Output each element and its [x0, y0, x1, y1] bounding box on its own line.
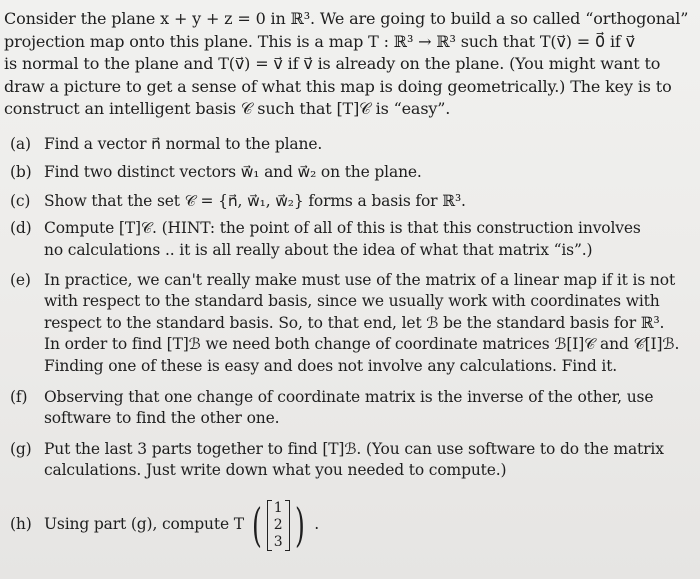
- part-label: (h): [10, 515, 32, 534]
- part-text: Using part (g), compute T: [44, 515, 244, 534]
- vector-entry: 1: [273, 499, 283, 516]
- part-text: Compute [T]𝒞. (HINT: the point of all of this is that this construction involves: [44, 219, 641, 238]
- intro-line: projection map onto this plane. This is a map T : ℝ³ → ℝ³ such that T(v⃗) = 0⃗ if v⃗: [4, 31, 635, 51]
- part-label: (e): [10, 271, 31, 290]
- part-text: In order to find [T]ℬ we need both change of coordinate matrices ℬ[I]𝒞 and 𝒞[I]ℬ.: [44, 335, 680, 354]
- problem-parts: [10, 134, 692, 551]
- part-text: Put the last 3 parts together to find [T]ℬ. (You can use software to do the matrix: [44, 439, 664, 458]
- part-text: Observing that one change of coordinate matrix is the inverse of the other, use: [44, 388, 654, 407]
- part-label: (a): [10, 135, 31, 153]
- right-paren: ): [294, 498, 305, 553]
- part-text: software to find the other one.: [44, 409, 280, 428]
- part-d: [10, 218, 692, 261]
- part-a: [10, 134, 692, 155]
- part-e: [10, 270, 692, 377]
- intro-line: Consider the plane x + y + z = 0 in ℝ³. We are going to build a so called “orthogonal”: [4, 9, 689, 28]
- part-c: [10, 191, 692, 212]
- end-period: .: [314, 515, 320, 534]
- part-text: Find two distinct vectors w⃗₁ and w⃗₂ on the plane.: [44, 163, 422, 182]
- vector-entries: [267, 500, 290, 551]
- part-label: (c): [10, 191, 31, 210]
- part-text: with respect to the standard basis, since we usually work with coordinates with: [44, 292, 660, 311]
- part-text: respect to the standard basis. So, to that end, let ℬ be the standard basis for ℝ³.: [44, 313, 665, 332]
- intro-line: construct an intelligent basis 𝒞 such that [T]𝒞 is “easy”.: [4, 99, 451, 119]
- part-text: In practice, we can't really make must use of the matrix of a linear map if it is not: [44, 271, 676, 290]
- vector-entry: 3: [273, 533, 283, 550]
- part-text: calculations. Just write down what you needed to compute.): [44, 461, 507, 480]
- part-label: (g): [10, 439, 32, 458]
- part-h: [10, 500, 692, 551]
- problem-intro: [4, 8, 694, 121]
- part-label: (f): [10, 388, 28, 407]
- intro-line: draw a picture to get a sense of what this map is doing geometrically.) The key is to: [4, 76, 672, 96]
- part-label: (b): [10, 163, 32, 182]
- left-paren: (: [251, 498, 262, 553]
- part-b: [10, 162, 692, 183]
- part-text: Finding one of these is easy and does not involve any calculations. Find it.: [44, 356, 618, 375]
- part-label: (d): [10, 219, 32, 238]
- intro-line: is normal to the plane and T(v⃗) = v⃗ if v⃗ is already on the plane. (You might want to: [4, 54, 661, 74]
- part-text: Find a vector n⃗ normal to the plane.: [44, 135, 323, 153]
- column-vector: [248, 500, 308, 551]
- part-g: [10, 439, 692, 482]
- part-f: [10, 387, 692, 430]
- part-text: no calculations .. it is all really about the idea of what that matrix “is”.): [44, 240, 593, 259]
- part-text: Show that the set 𝒞 = {n⃗, w⃗₁, w⃗₂} forms a basis for ℝ³.: [44, 191, 466, 210]
- vector-entry: 2: [273, 516, 283, 533]
